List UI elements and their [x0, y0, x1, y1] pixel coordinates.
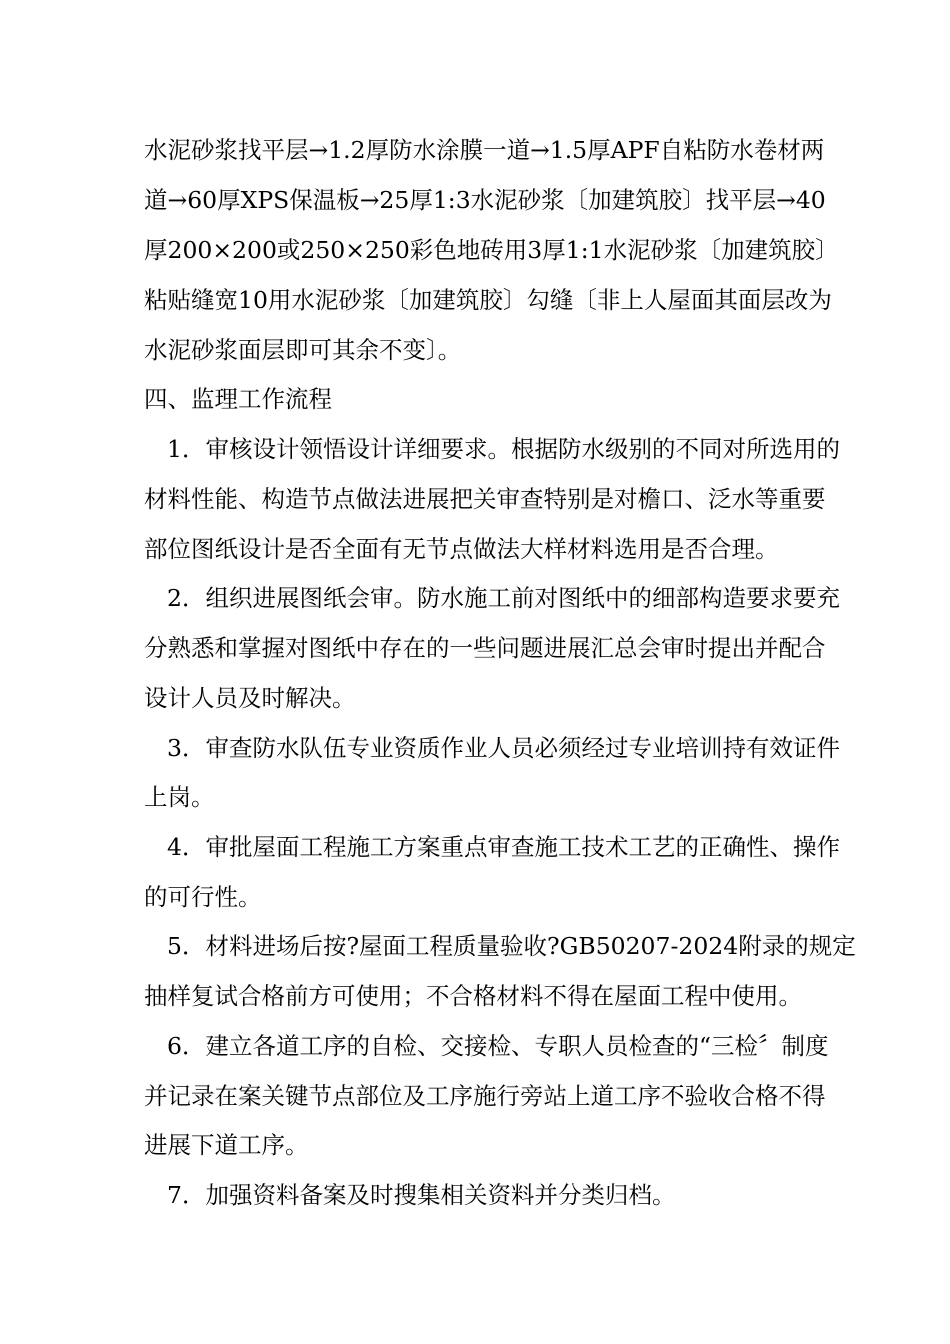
text-line: 粘贴缝宽10用水泥砂浆〔加建筑胶〕勾缝〔非上人屋面其面层改为 [144, 286, 832, 314]
text-line: 设计人员及时解决。 [144, 684, 356, 712]
text-line: 的可行性。 [144, 883, 262, 911]
text-line: 并记录在案关键节点部位及工序施行旁站上道工序不验收合格不得 [144, 1082, 826, 1110]
text-line: 6．建立各道工序的自检、交接检、专职人员检查的“三检〞制度 [167, 1032, 829, 1060]
text-line: 4．审批屋面工程施工方案重点审查施工技术工艺的正确性、操作 [167, 833, 840, 861]
text-line: 上岗。 [144, 783, 215, 811]
text-line: 材料性能、构造节点做法进展把关审查特别是对檐口、泛水等重要 [144, 485, 826, 513]
text-line: 厚200×200或250×250彩色地砖用3厚1:1水泥砂浆〔加建筑胶〕 [144, 236, 839, 264]
text-line: 2．组织进展图纸会审。防水施工前对图纸中的细部构造要求要充 [167, 584, 840, 612]
text-line: 抽样复试合格前方可使用；不合格材料不得在屋面工程中使用。 [144, 982, 802, 1010]
text-line: 1．审核设计领悟设计详细要求。根据防水级别的不同对所选用的 [167, 435, 840, 463]
text-line: 3．审查防水队伍专业资质作业人员必须经过专业培训持有效证件 [167, 734, 840, 762]
text-line: 5．材料进场后按?屋面工程质量验收?GB50207-2024附录的规定 [167, 932, 856, 960]
section-heading: 四、监理工作流程 [144, 385, 332, 413]
text-line: 道→60厚XPS保温板→25厚1:3水泥砂浆〔加建筑胶〕找平层→40 [144, 186, 826, 214]
text-line: 进展下道工序。 [144, 1131, 309, 1159]
text-line: 7．加强资料备案及时搜集相关资料并分类归档。 [167, 1181, 676, 1209]
text-line: 水泥砂浆面层即可其余不变〕。 [144, 336, 462, 364]
text-line: 水泥砂浆找平层→1.2厚防水涂膜一道→1.5厚APF自粘防水卷材两 [144, 136, 825, 164]
text-line: 分熟悉和掌握对图纸中存在的一些问题进展汇总会审时提出并配合 [144, 634, 826, 662]
text-line: 部位图纸设计是否全面有无节点做法大样材料选用是否合理。 [144, 535, 779, 563]
